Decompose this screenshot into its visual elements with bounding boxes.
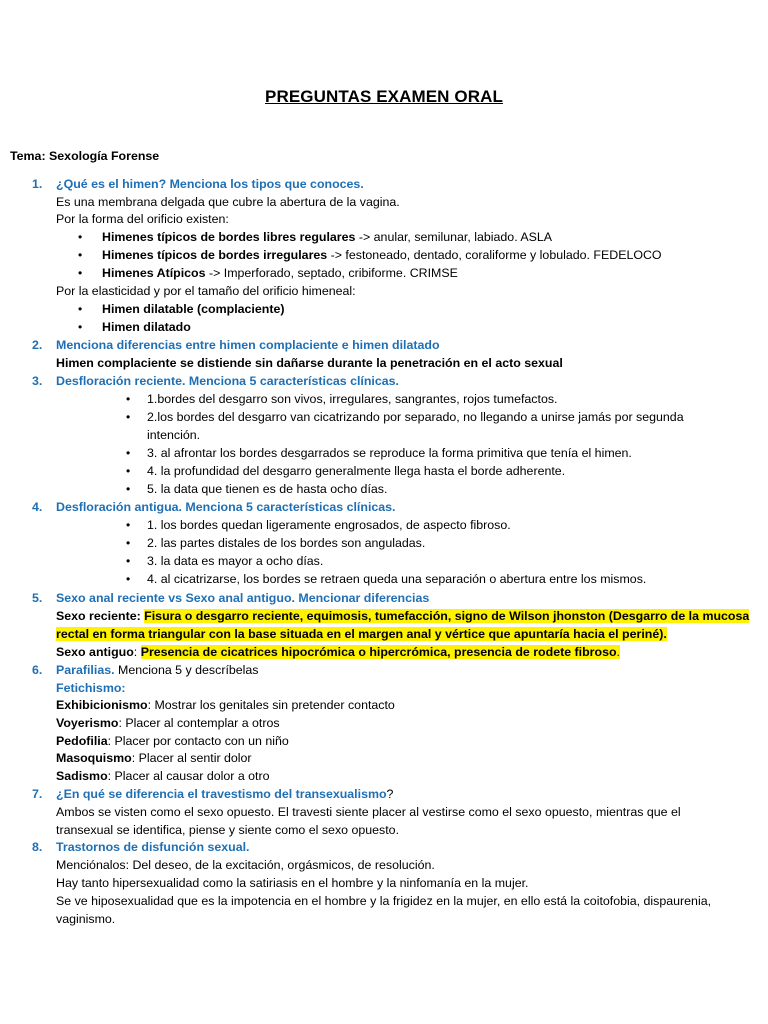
old-period: . bbox=[616, 645, 620, 659]
q1-hymen-elasticity: Himen dilatado bbox=[102, 320, 191, 334]
paraphilia-item bbox=[56, 697, 395, 713]
q8-answer-line: Se ve hiposexualidad que es la impotencia en el hombre y la frigidez en la mujer, en ello está la coitofobia, dispaurenia, bbox=[56, 894, 712, 908]
q1-hymen-type bbox=[102, 247, 662, 263]
q4-question: Desfloración antigua. Menciona 5 características clínicas. bbox=[56, 500, 396, 514]
page-title: PREGUNTAS EXAMEN ORAL bbox=[265, 87, 503, 106]
hymen-type-detail: -> anular, semilunar, labiado. ASLA bbox=[355, 230, 553, 244]
paraphilia-term: Masoquismo bbox=[56, 751, 132, 765]
paraphilia-term: Pedofilia bbox=[56, 734, 108, 748]
bullet-icon: • bbox=[126, 536, 131, 550]
paraphilia-term: Exhibicionismo bbox=[56, 698, 148, 712]
q8-number: 8. bbox=[32, 840, 43, 854]
q3-feature: 1.bordes del desgarro son vivos, irregulares, sangrantes, rojos tumefactos. bbox=[147, 392, 558, 406]
paraphilia-item bbox=[56, 733, 289, 749]
q2-number: 2. bbox=[32, 338, 43, 352]
q5-recent-line bbox=[56, 608, 749, 624]
paraphilia-item bbox=[56, 768, 270, 784]
q7-question-text: ¿En qué se diferencia el travestismo del transexualismo bbox=[56, 787, 387, 801]
paraphilia-term: Voyerismo bbox=[56, 716, 119, 730]
fetishism-heading: Fetichismo: bbox=[56, 681, 126, 695]
q3-question: Desfloración reciente. Menciona 5 características clínicas. bbox=[56, 374, 399, 388]
old-label: Sexo antiguo bbox=[56, 645, 134, 659]
bullet-icon: • bbox=[126, 554, 131, 568]
bullet-icon: • bbox=[126, 572, 131, 586]
bullet-icon: • bbox=[126, 392, 131, 406]
q3-number: 3. bbox=[32, 374, 43, 388]
paraphilia-definition: : Placer al contemplar a otros bbox=[118, 716, 280, 730]
paraphilia-definition: : Placer al causar dolor a otro bbox=[107, 769, 270, 783]
q8-answer-line: vaginismo. bbox=[56, 912, 116, 926]
bullet-icon: • bbox=[126, 446, 131, 460]
q8-question: Trastornos de disfunción sexual. bbox=[56, 840, 250, 854]
q3-feature: 3. al afrontar los bordes desgarrados se reproduce la forma primitiva que tenía el himen. bbox=[147, 446, 632, 460]
hymen-type-detail: -> Imperforado, septado, cribiforme. CRIMSE bbox=[205, 266, 458, 280]
paraphilia-item bbox=[56, 750, 252, 766]
bullet-icon: • bbox=[78, 320, 83, 334]
q1-hymen-type bbox=[102, 265, 458, 281]
q1-answer-line: Por la forma del orificio existen: bbox=[56, 212, 229, 226]
q5-question: Sexo anal reciente vs Sexo anal antiguo. Mencionar diferencias bbox=[56, 591, 430, 605]
bullet-icon: • bbox=[78, 230, 83, 244]
q4-feature: 2. las partes distales de los bordes son anguladas. bbox=[147, 536, 426, 550]
q1-hymen-type bbox=[102, 229, 552, 245]
bullet-icon: • bbox=[126, 518, 131, 532]
bullet-icon: • bbox=[78, 266, 83, 280]
hymen-type-term: Himenes típicos de bordes libres regulares bbox=[102, 230, 356, 244]
topic-heading: Tema: Sexología Forense bbox=[10, 149, 160, 163]
q5-old-line bbox=[56, 644, 620, 660]
paraphilia-definition: : Placer al sentir dolor bbox=[131, 751, 252, 765]
q8-answer-line: Hay tanto hipersexualidad como la satiriasis en el hombre y la ninfomanía en la mujer. bbox=[56, 876, 529, 890]
q7-number: 7. bbox=[32, 787, 43, 801]
q5-number: 5. bbox=[32, 591, 43, 605]
paraphilia-term: Sadismo bbox=[56, 769, 108, 783]
q1-number: 1. bbox=[32, 177, 43, 191]
recent-highlight: rectal en forma triangular con la base situada en el margen anal y vértice que apuntaría hacia el periné). bbox=[56, 627, 667, 641]
old-highlight: Presencia de cicatrices hipocrómica o hipercrómica, presencia de rodete fibroso bbox=[140, 645, 617, 659]
bullet-icon: • bbox=[78, 302, 83, 316]
q2-question: Menciona diferencias entre himen complaciente e himen dilatado bbox=[56, 338, 440, 352]
q1-question: ¿Qué es el himen? Menciona los tipos que conoces. bbox=[56, 177, 364, 191]
q4-feature: 4. al cicatrizarse, los bordes se retraen queda una separación o abertura entre los mismos. bbox=[147, 572, 647, 586]
hymen-type-detail: -> festoneado, dentado, coraliforme y lobulado. FEDELOCO bbox=[327, 248, 662, 262]
recent-label: Sexo reciente bbox=[56, 609, 137, 623]
bullet-icon: • bbox=[78, 248, 83, 262]
hymen-type-term: Himenes Atípicos bbox=[102, 266, 206, 280]
q6-number: 6. bbox=[32, 663, 43, 677]
q2-answer: Himen complaciente se distiende sin dañarse durante la penetración en el acto sexual bbox=[56, 356, 563, 370]
q3-feature-continuation: intención. bbox=[147, 428, 201, 442]
bullet-icon: • bbox=[126, 410, 131, 424]
q1-answer-line: Por la elasticidad y por el tamaño del orificio himeneal: bbox=[56, 284, 356, 298]
old-colon: : bbox=[133, 645, 141, 659]
q3-feature: 2.los bordes del desgarro van cicatrizando por separado, no llegando a unirse jamás por segunda bbox=[147, 410, 684, 424]
q5-recent-line bbox=[56, 626, 667, 642]
hymen-type-term: Himenes típicos de bordes irregulares bbox=[102, 248, 328, 262]
q1-hymen-elasticity: Himen dilatable (complaciente) bbox=[102, 302, 285, 316]
q4-feature: 1. los bordes quedan ligeramente engrosados, de aspecto fibroso. bbox=[147, 518, 511, 532]
bullet-icon: • bbox=[126, 482, 131, 496]
paraphilia-definition: : Mostrar los genitales sin pretender contacto bbox=[147, 698, 395, 712]
recent-highlight: Fisura o desgarro reciente, equimosis, tumefacción, signo de Wilson jhonston (Desgarro de la mucosa bbox=[144, 609, 750, 623]
q1-answer-line: Es una membrana delgada que cubre la abertura de la vagina. bbox=[56, 195, 400, 209]
bullet-icon: • bbox=[126, 464, 131, 478]
q4-feature: 3. la data es mayor a ocho días. bbox=[147, 554, 324, 568]
q3-feature: 5. la data que tienen es de hasta ocho días. bbox=[147, 482, 388, 496]
q3-feature: 4. la profundidad del desgarro generalmente llega hasta el borde adherente. bbox=[147, 464, 566, 478]
q6-question-rest: Menciona 5 y descríbelas bbox=[114, 663, 259, 677]
recent-colon: : bbox=[136, 609, 145, 623]
paraphilia-definition: : Placer por contacto con un niño bbox=[107, 734, 289, 748]
q7-question-mark: ? bbox=[386, 787, 394, 801]
q7-question bbox=[56, 786, 393, 802]
q6-question bbox=[56, 662, 259, 678]
q6-question-title: Parafilias. bbox=[56, 663, 115, 677]
q7-answer-line: Ambos se visten como el sexo opuesto. El travesti siente placer al vestirse como el sexo opuesto, mientras que el bbox=[56, 805, 681, 819]
q4-number: 4. bbox=[32, 500, 43, 514]
q7-answer-line: transexual se identifica, piense y siente como el sexo opuesto. bbox=[56, 823, 400, 837]
q8-answer-line: Menciónalos: Del deseo, de la excitación, orgásmicos, de resolución. bbox=[56, 858, 435, 872]
paraphilia-item bbox=[56, 715, 280, 731]
